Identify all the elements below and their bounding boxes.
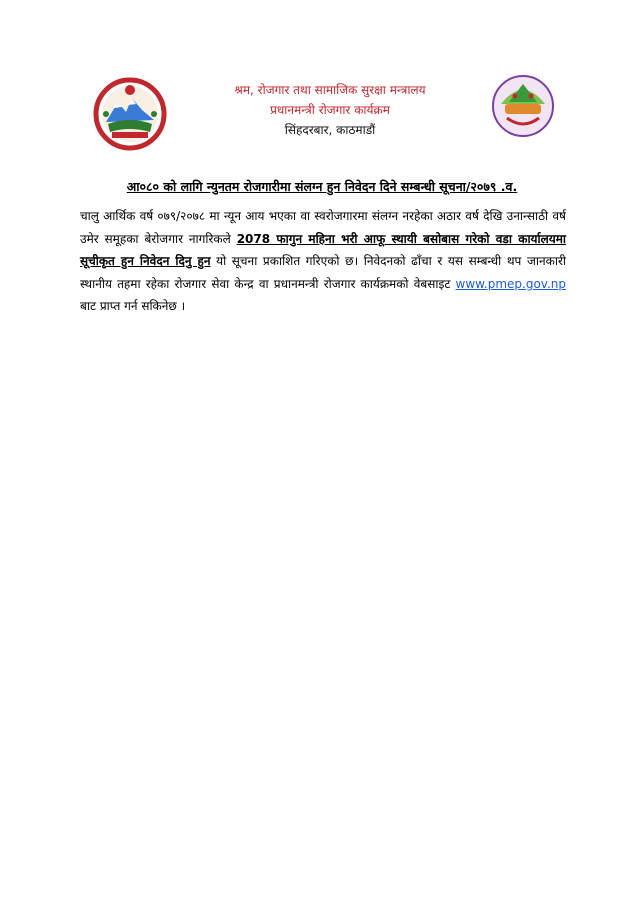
ministry-name: श्रम, रोजगार तथा सामाजिक सुरक्षा मन्त्रालय bbox=[234, 83, 426, 97]
body-emphasis: 2078 फागुन महिना भरी आफू स्थायी बसोबास गरेको वडा कार्यालयमा सूचीकृत हुन निवेदन दिनु हुन bbox=[80, 231, 566, 268]
body-text-continued: यो सूचना प्रकाशित गरिएको छ। निवेदनको ढाँचा र यस सम्बन्धी थप जानकारी स्थानीय तहमा रहेका रोजगार सेवा केन्द्र वा प्रधानमन्त्री रोजगार कार्यक्रमको वेबसाइट bbox=[80, 254, 566, 291]
body-text-end: बाट प्राप्त गर्न सकिनेछ । bbox=[80, 299, 186, 313]
office-address: सिंहदरबार, काठमाडौं bbox=[284, 123, 376, 137]
website-link[interactable]: www.pmep.gov.np bbox=[455, 276, 566, 291]
nepal-government-emblem-icon bbox=[92, 76, 168, 152]
letterhead bbox=[170, 80, 490, 140]
pmep-logo-icon bbox=[491, 74, 555, 138]
program-name: प्रधानमन्त्री रोजगार कार्यक्रम bbox=[270, 103, 390, 117]
notice-body bbox=[80, 205, 566, 318]
notice-title: आ०८० को लागि न्युनतम रोजगारीमा संलग्न हुन निवेदन दिने सम्बन्धी सूचना/२०७९ .व. bbox=[126, 179, 518, 194]
body-text: चालु आर्थिक वर्ष ०७९/२०७८ मा न्यून आय भएका वा स्वरोजगारमा संलग्न नरहेका अठार वर्ष देखि उनान्साठी वर्ष उमेर समूहका बेरोजगार नागरिकले bbox=[80, 209, 566, 246]
